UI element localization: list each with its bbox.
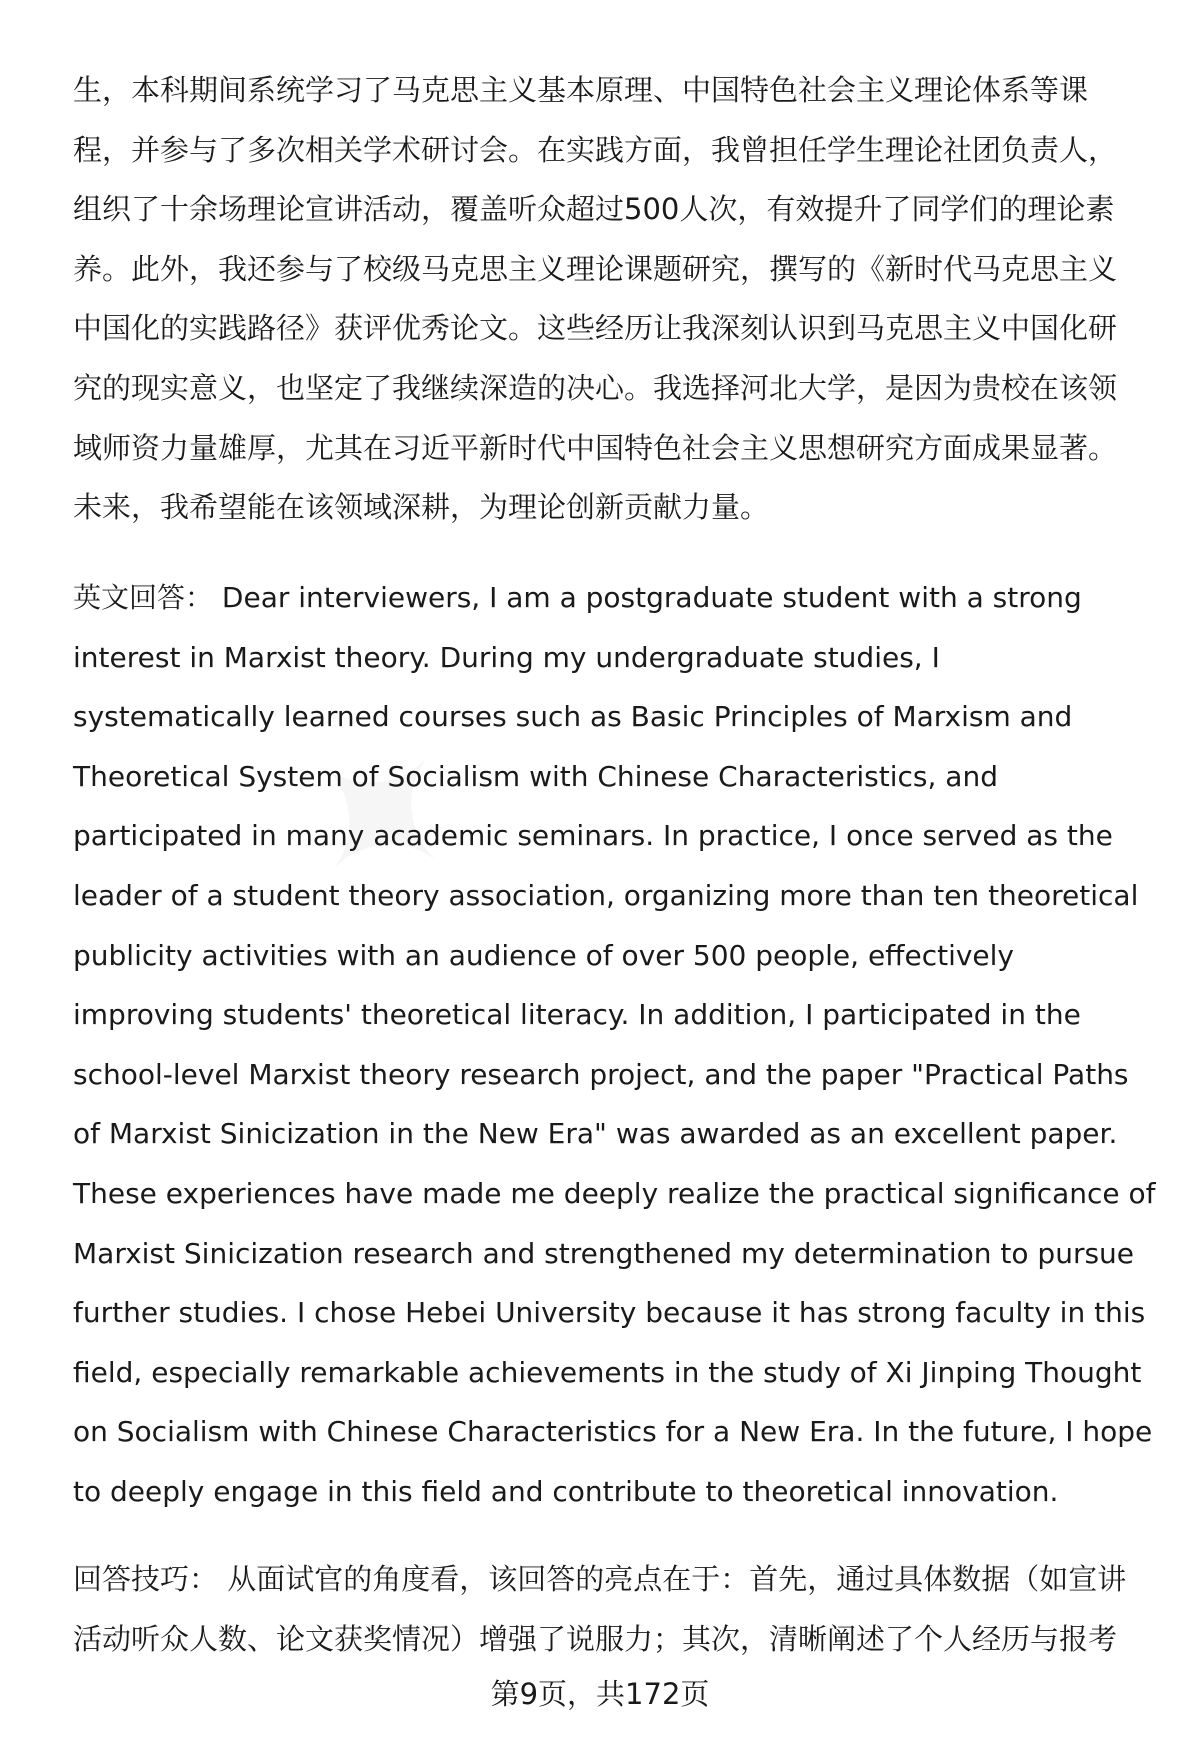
text-line: Marxist Sinicization research and strengthened my determination to pursue	[73, 1236, 1135, 1270]
text-line: field, especially remarkable achievements in the study of Xi Jinping Thought	[73, 1355, 1142, 1389]
text-line: 域师资力量雄厚，尤其在习近平新时代中国特色社会主义思想研究方面成果显著。	[73, 430, 1118, 465]
text-line: participated in many academic seminars. In practice, I once served as the	[73, 819, 1113, 853]
text-line: of Marxist Sinicization in the New Era" was awarded as an excellent paper.	[73, 1117, 1118, 1151]
text-line: 究的现实意义，也坚定了我继续深造的决心。我选择河北大学，是因为贵校在该领	[73, 370, 1118, 405]
text-line: 养。此外，我还参与了校级马克思主义理论课题研究，撰写的《新时代马克思主义	[73, 251, 1118, 286]
text-line: leader of a student theory association, organizing more than ten theoretical	[73, 878, 1139, 912]
text-line: 活动听众人数、论文获奖情况）增强了说服力；其次，清晰阐述了个人经历与报考	[73, 1621, 1118, 1656]
text-line: publicity activities with an audience of over 500 people, effectively	[73, 938, 1014, 972]
text-line: 未来，我希望能在该领域深耕，为理论创新贡献力量。	[73, 490, 770, 525]
english-answer-paragraph	[73, 568, 1173, 1522]
text-line: 英文回答： Dear interviewers, I am a postgraduate student with a strong	[73, 581, 1082, 614]
text-line: 程，并参与了多次相关学术研讨会。在实践方面，我曾担任学生理论社团负责人，	[73, 132, 1118, 167]
text-line: interest in Marxist theory. During my undergraduate studies, I	[73, 640, 940, 674]
text-line: 中国化的实践路径》获评优秀论文。这些经历让我深刻认识到马克思主义中国化研	[73, 311, 1118, 346]
text-line: Theoretical System of Socialism with Chinese Characteristics, and	[73, 759, 998, 793]
text-line: school-level Marxist theory research project, and the paper "Practical Paths	[73, 1057, 1129, 1091]
text-line: These experiences have made me deeply realize the practical significance of	[73, 1176, 1156, 1210]
chinese-answer-paragraph	[73, 61, 1173, 538]
text-line: 组织了十余场理论宣讲活动，覆盖听众超过500人次，有效提升了同学们的理论素	[73, 192, 1115, 227]
answer-tips-paragraph	[73, 1550, 1173, 1669]
text-line: 回答技巧： 从面试官的角度看，该回答的亮点在于：首先，通过具体数据（如宣讲	[73, 1562, 1127, 1596]
text-line: improving students' theoretical literacy. In addition, I participated in the	[73, 998, 1081, 1032]
page-number: 第9页，共172页	[490, 1677, 710, 1711]
text-line: 生，本科期间系统学习了马克思主义基本原理、中国特色社会主义理论体系等课	[73, 73, 1089, 107]
text-line: systematically learned courses such as Basic Principles of Marxism and	[73, 700, 1073, 734]
text-line: on Socialism with Chinese Characteristics for a New Era. In the future, I hope	[73, 1415, 1153, 1449]
text-line: further studies. I chose Hebei University because it has strong faculty in this	[73, 1296, 1146, 1330]
text-line: to deeply engage in this field and contribute to theoretical innovation.	[73, 1474, 1059, 1508]
